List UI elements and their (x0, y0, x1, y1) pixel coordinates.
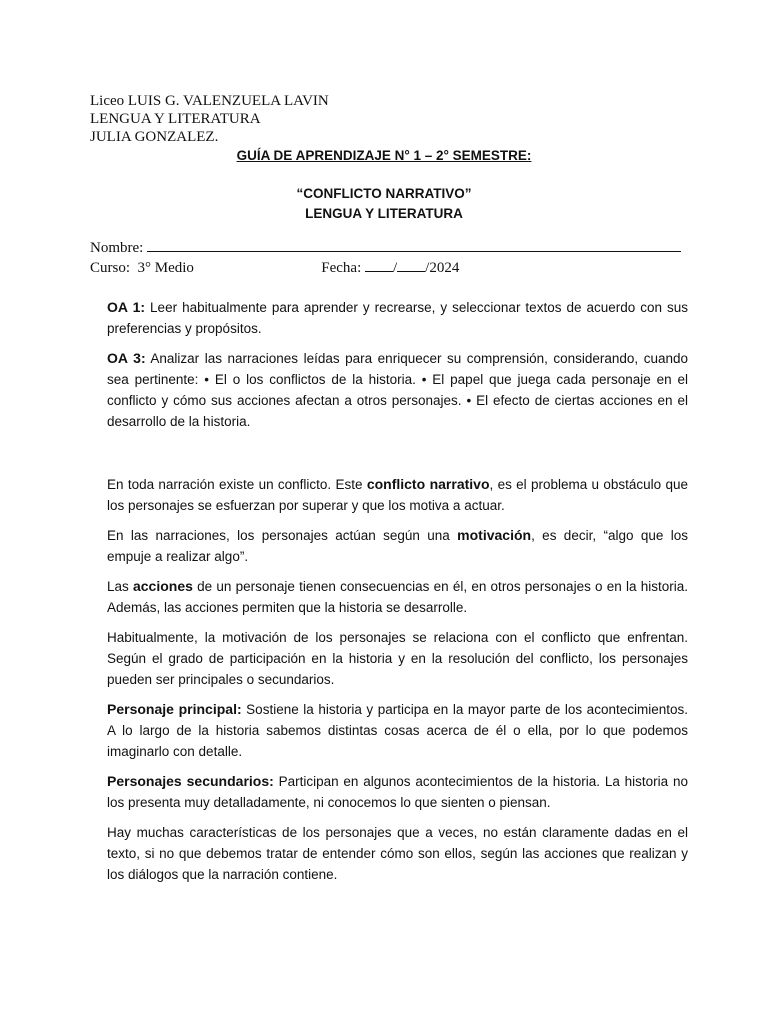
objective-label: OA 1: (107, 299, 146, 315)
fecha-label: Fecha: (321, 260, 362, 276)
student-fields (90, 238, 681, 278)
guide-title: GUÍA DE APRENDIZAJE N° 1 – 2° SEMESTRE: (236, 148, 532, 163)
fecha-separator: / (393, 260, 398, 276)
objectives-section (107, 297, 688, 441)
paragraph-text: de un personaje tienen consecuencias en él, en otros personajes o en la historia. Además, las acciones permiten que la historia se desarrolle. (107, 579, 688, 615)
objective-text: Leer habitualmente para aprender y recrearse, y seleccionar textos de acuerdo con sus preferencias y propósitos. (107, 300, 688, 336)
teacher-name: JULIA GONZALEZ. (90, 129, 219, 145)
paragraph-personajes-secundarios (107, 771, 688, 813)
document-header (90, 92, 329, 146)
curso-fecha-row (90, 258, 681, 278)
term-personajes-secundarios: Personajes secundarios: (107, 773, 274, 789)
paragraph-caracteristicas: Hay muchas características de los personajes que a veces, no están claramente dadas en el texto, si no que debemos tratar de entender cómo son ellos, según las acciones que realizan y los diálogos que la narración contiene. (107, 825, 688, 882)
sub-title: LENGUA Y LITERATURA (305, 206, 463, 221)
fecha-day-blank[interactable] (365, 258, 393, 272)
paragraph-text: , es el problema u obstáculo que los personajes se esfuerzan por superar y que los motiva a actuar. (107, 477, 688, 513)
nombre-label: Nombre: (90, 240, 144, 256)
fecha-year: /2024 (425, 260, 460, 276)
paragraph-personaje-principal (107, 699, 688, 762)
term-acciones: acciones (132, 578, 193, 594)
main-title: “CONFLICTO NARRATIVO” (296, 186, 472, 201)
content-section (107, 474, 688, 894)
curso-value: 3° Medio (137, 260, 194, 276)
paragraph-motivacion (107, 525, 688, 567)
nombre-row (90, 238, 681, 258)
term-conflicto-narrativo: conflicto narrativo (366, 476, 490, 492)
objective-text: Analizar las narraciones leídas para enriquecer su comprensión, considerando, cuando sea pertinente: • El o los conflictos de la historia. • El papel que juega cada personaje en el conflicto y cómo sus acciones afectan a otros personajes. • El efecto de ciertas acciones en el desarrollo de la historia. (107, 351, 688, 429)
paragraph-text: Sostiene la historia y participa en la mayor parte de los acontecimientos. A lo largo de la historia sabemos distintas cosas acerca de él o ella, por lo que podemos imaginarlo con detalle. (107, 702, 688, 759)
term-personaje-principal: Personaje principal: (107, 701, 242, 717)
paragraph-conflicto (107, 474, 688, 516)
paragraph-text: , es decir, “algo que los empuje a realizar algo”. (107, 528, 688, 564)
paragraph-habitualmente: Habitualmente, la motivación de los personajes se relaciona con el conflicto que enfrentan. Según el grado de participación en la historia y en la resolución del conflicto, los personajes pueden ser principales o secundarios. (107, 630, 688, 687)
paragraph-text: En las narraciones, los personajes actúan según una (107, 528, 458, 543)
fecha-month-blank[interactable] (397, 258, 425, 272)
objective-oa3 (107, 348, 688, 432)
curso-label: Curso: (90, 260, 131, 276)
objective-label: OA 3: (107, 350, 146, 366)
school-name: Liceo LUIS G. VALENZUELA LAVIN (90, 93, 329, 109)
paragraph-acciones (107, 576, 688, 618)
objective-oa1 (107, 297, 688, 339)
term-motivacion: motivación (457, 527, 532, 543)
subject-name: LENGUA Y LITERATURA (90, 111, 261, 127)
nombre-blank[interactable] (147, 238, 681, 252)
paragraph-text: En toda narración existe un conflicto. Este (107, 477, 367, 492)
paragraph-text: Participan en algunos acontecimientos de la historia. La historia no los presenta muy detalladamente, ni conocemos lo que sienten o piensan. (107, 774, 688, 810)
paragraph-text: Las (107, 579, 133, 594)
